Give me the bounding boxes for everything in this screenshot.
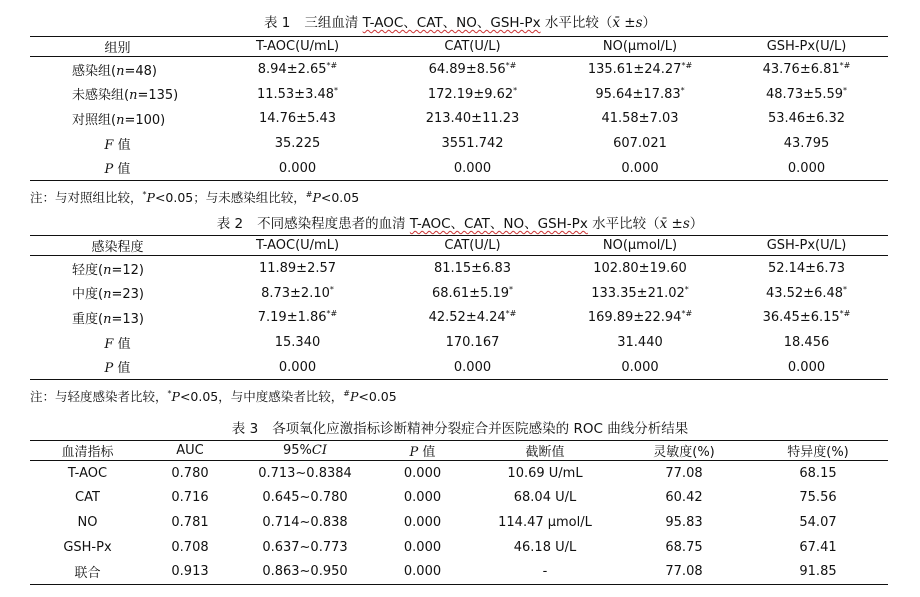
cell-value: 43.52±6.48 xyxy=(765,285,844,301)
significance-mark: *# xyxy=(326,309,338,319)
table2-header-row xyxy=(30,236,888,256)
value-cell xyxy=(555,81,725,106)
cell-value: 0.000 xyxy=(278,160,317,176)
table1-header-cell: T-AOC(U/mL) xyxy=(205,37,390,57)
row-label-text: 对照组( xyxy=(72,112,117,128)
roc-ci-cell: 0.637~0.773 xyxy=(262,539,348,555)
roc-spec-cell: 91.85 xyxy=(748,560,888,585)
table1-title xyxy=(0,11,920,31)
table3-body xyxy=(30,461,888,585)
cell-value: 81.15±6.83 xyxy=(433,261,512,277)
roc-cut-cell: - xyxy=(470,560,620,585)
value-cell xyxy=(725,57,888,82)
table1-header-cell: 组别 xyxy=(30,37,205,57)
table3 xyxy=(30,440,888,585)
row-label-text: 中度( xyxy=(72,287,104,303)
table-row xyxy=(30,461,888,486)
cell-value: 0.000 xyxy=(453,160,492,176)
row-label-italic: n xyxy=(103,262,112,278)
row-label-suffix: =48) xyxy=(124,63,157,79)
row-label-italic: n xyxy=(129,88,138,104)
cell-value: 3551.742 xyxy=(441,136,504,152)
row-label-italic: F xyxy=(104,137,114,153)
cell-value: 135.61±24.27 xyxy=(587,62,682,78)
table-row xyxy=(30,510,888,535)
table1-header-cell: NO(μmol/L) xyxy=(555,37,725,57)
table1 xyxy=(30,36,888,181)
value-cell xyxy=(725,256,888,281)
value-cell xyxy=(555,355,725,380)
roc-name-cell: 联合 xyxy=(30,560,145,585)
cell-value: 41.58±7.03 xyxy=(601,111,679,127)
value-cell xyxy=(555,305,725,330)
value-cell xyxy=(390,305,555,330)
table2-title-stat: x̄ ±s xyxy=(659,216,690,232)
cell-value: 35.225 xyxy=(274,136,321,152)
value-cell xyxy=(555,156,725,181)
cell-value: 48.73±5.59 xyxy=(765,86,844,102)
roc-auc-cell: 0.716 xyxy=(171,490,209,506)
table2-title-markers: T-AOC、CAT、NO、GSH-Px xyxy=(409,216,588,232)
table3-header-cell xyxy=(375,441,470,461)
value-cell xyxy=(205,330,390,355)
cell-value: 170.167 xyxy=(445,335,500,351)
header-p: P xyxy=(409,445,419,460)
value-cell xyxy=(205,280,390,305)
value-cell xyxy=(205,81,390,106)
value-cell xyxy=(725,81,888,106)
significance-mark: * xyxy=(509,284,514,294)
table2-body xyxy=(30,256,888,380)
roc-cut-cell: 68.04 U/L xyxy=(513,490,577,506)
cell-value: 36.45±6.15 xyxy=(762,310,840,326)
table-row xyxy=(30,485,888,510)
cell-value: 7.19±1.86 xyxy=(257,310,327,326)
table-row xyxy=(30,560,888,585)
table3-title-text: 各项氧化应激指标诊断精神分裂症合并医院感染的 ROC 曲线分析结果 xyxy=(272,421,689,437)
table1-number: 表 1 xyxy=(263,15,291,31)
row-label xyxy=(30,330,205,355)
value-cell xyxy=(725,156,888,181)
value-cell xyxy=(555,57,725,82)
cell-value: 43.795 xyxy=(783,136,830,152)
value-cell xyxy=(555,106,725,131)
roc-sens-cell: 77.08 xyxy=(620,560,748,585)
significance-mark: *# xyxy=(839,61,851,71)
value-cell xyxy=(725,106,888,131)
roc-spec-cell: 67.41 xyxy=(799,539,837,555)
cell-value: 0.000 xyxy=(787,160,826,176)
table-row xyxy=(30,106,888,131)
row-label-italic: P xyxy=(104,361,114,377)
row-label-suffix: =12) xyxy=(111,262,144,278)
roc-p-cell: 0.000 xyxy=(403,539,442,555)
roc-auc-cell: 0.780 xyxy=(171,465,209,481)
table-row xyxy=(30,81,888,106)
roc-ci-cell: 0.714~0.838 xyxy=(262,514,348,530)
table3-header-row xyxy=(30,441,888,461)
table-row xyxy=(30,355,888,380)
cell-value: 607.021 xyxy=(613,136,667,152)
cell-value: 43.76±6.81 xyxy=(762,62,840,78)
cell-value: 68.61±5.19 xyxy=(431,285,510,301)
row-label xyxy=(30,131,205,156)
cell-value: 133.35±21.02 xyxy=(591,285,685,301)
significance-mark: *# xyxy=(326,61,338,71)
row-label xyxy=(30,256,205,281)
table3-number: 表 3 xyxy=(231,421,259,437)
table2-header-cell: GSH-Px(U/L) xyxy=(725,236,888,256)
roc-name-cell: GSH-Px xyxy=(63,539,112,555)
value-cell xyxy=(390,280,555,305)
value-cell xyxy=(725,355,888,380)
table-row xyxy=(30,256,888,281)
table3-header-cell: AUC xyxy=(145,441,235,461)
roc-p-cell: 0.000 xyxy=(403,490,442,506)
cell-value: 95.64±17.83 xyxy=(595,86,681,102)
significance-mark: *# xyxy=(681,309,693,319)
cell-value: 14.76±5.43 xyxy=(258,111,337,127)
note-text: <0.05 xyxy=(320,190,360,205)
value-cell xyxy=(390,256,555,281)
row-label-italic: n xyxy=(103,287,112,303)
row-label-suffix: =135) xyxy=(137,88,179,104)
value-cell xyxy=(725,305,888,330)
cell-value: 0.000 xyxy=(621,160,659,176)
table1-title-stat: x̄ ±s xyxy=(612,15,643,31)
value-cell xyxy=(390,330,555,355)
roc-spec-cell: 54.07 xyxy=(799,514,837,530)
row-label-italic: F xyxy=(104,336,114,352)
table3-header-cell: 特异度(%) xyxy=(748,441,888,461)
table1-title-text: 三组血清 xyxy=(304,15,363,31)
row-label-text: 感染组( xyxy=(72,63,117,79)
value-cell xyxy=(390,131,555,156)
row-label xyxy=(30,57,205,82)
cell-value: 15.340 xyxy=(274,335,321,351)
roc-p-cell: 0.000 xyxy=(375,560,470,585)
cell-value: 0.000 xyxy=(278,359,317,375)
cell-value: 102.80±19.60 xyxy=(593,261,687,277)
table1-title-markers: T-AOC、CAT、NO、GSH-Px xyxy=(362,15,541,31)
value-cell xyxy=(725,330,888,355)
table-row xyxy=(30,57,888,82)
table-row xyxy=(30,156,888,181)
table-row xyxy=(30,280,888,305)
cell-value: 31.440 xyxy=(617,335,663,351)
roc-auc-cell: 0.708 xyxy=(171,539,209,555)
table3-header-cell: 血清指标 xyxy=(30,441,145,461)
cell-value: 11.89±2.57 xyxy=(258,261,337,277)
table2-title-close: ） xyxy=(689,216,704,232)
table1-header-row xyxy=(30,37,888,57)
significance-mark: *# xyxy=(505,61,517,71)
note-p: P xyxy=(349,389,359,404)
cell-value: 53.46±6.32 xyxy=(767,111,846,127)
table3-header-cell xyxy=(235,441,375,461)
row-label xyxy=(30,81,205,106)
roc-cut-cell: 10.69 U/mL xyxy=(507,465,583,481)
note-p: P xyxy=(146,190,155,205)
row-label-italic: n xyxy=(116,112,125,128)
roc-name-cell: T-AOC xyxy=(67,465,108,481)
value-cell xyxy=(205,355,390,380)
note-p: P xyxy=(312,190,321,205)
row-label-suffix: =23) xyxy=(111,287,144,303)
value-cell xyxy=(205,256,390,281)
value-cell xyxy=(555,256,725,281)
roc-auc-cell: 0.913 xyxy=(145,560,235,585)
significance-mark: *# xyxy=(505,309,517,319)
cell-value: 213.40±11.23 xyxy=(425,111,520,127)
value-cell xyxy=(205,57,390,82)
roc-ci-cell: 0.863~0.950 xyxy=(235,560,375,585)
table-row xyxy=(30,535,888,560)
table2-title-text: 不同感染程度患者的血清 xyxy=(257,216,410,232)
row-label-italic: P xyxy=(104,162,114,178)
row-label xyxy=(30,156,205,181)
roc-ci-cell: 0.645~0.780 xyxy=(262,490,348,506)
table1-body xyxy=(30,57,888,181)
significance-mark: * xyxy=(513,85,518,95)
cell-value: 169.89±22.94 xyxy=(587,310,682,326)
cell-value: 0.000 xyxy=(453,359,492,375)
roc-sens-cell: 68.75 xyxy=(665,539,703,555)
header-p-suffix: 值 xyxy=(418,445,436,460)
row-label xyxy=(30,106,205,131)
table1-header-cell: CAT(U/L) xyxy=(390,37,555,57)
significance-mark: * xyxy=(684,284,689,294)
note-p: P xyxy=(171,389,180,404)
roc-name-cell: CAT xyxy=(75,490,100,506)
table1-title-close: ） xyxy=(642,15,657,31)
roc-ci-cell: 0.713~0.8384 xyxy=(258,465,352,481)
note-mark: * xyxy=(167,389,172,398)
value-cell xyxy=(205,305,390,330)
value-cell xyxy=(390,355,555,380)
table-row xyxy=(30,305,888,330)
value-cell xyxy=(205,106,390,131)
table1-note xyxy=(30,188,359,206)
value-cell xyxy=(390,106,555,131)
cell-value: 8.94±2.65 xyxy=(257,62,327,78)
significance-mark: *# xyxy=(839,309,851,319)
cell-value: 64.89±8.56 xyxy=(428,62,506,78)
note-mark: # xyxy=(343,389,350,398)
value-cell xyxy=(390,81,555,106)
header-ci: CI xyxy=(311,443,327,458)
significance-mark: * xyxy=(334,85,339,95)
roc-p-cell: 0.000 xyxy=(403,514,442,530)
table-row xyxy=(30,330,888,355)
row-label-suffix: 值 xyxy=(113,162,131,178)
roc-sens-cell: 60.42 xyxy=(665,490,703,506)
row-label-suffix: 值 xyxy=(113,137,131,153)
table3-header-cell: 灵敏度(%) xyxy=(620,441,748,461)
roc-name-cell: NO xyxy=(77,514,98,530)
roc-auc-cell: 0.781 xyxy=(171,514,209,530)
roc-sens-cell: 95.83 xyxy=(665,514,703,530)
roc-cut-cell: 114.47 μmol/L xyxy=(498,514,592,530)
value-cell xyxy=(725,131,888,156)
cell-value: 0.000 xyxy=(787,359,826,375)
row-label-italic: n xyxy=(116,63,125,79)
value-cell xyxy=(725,280,888,305)
cell-value: 0.000 xyxy=(621,359,659,375)
significance-mark: * xyxy=(843,85,848,95)
row-label-suffix: =13) xyxy=(111,311,144,327)
row-label-suffix: 值 xyxy=(113,361,131,377)
header-ci-prefix: 95% xyxy=(283,443,312,458)
value-cell xyxy=(555,280,725,305)
note-text: <0.05，与中度感染者比较， xyxy=(179,389,344,404)
table1-title-suffix: 水平比较（ xyxy=(540,15,613,31)
note-text: 注：与轻度感染者比较， xyxy=(30,389,168,404)
roc-sens-cell: 77.08 xyxy=(665,465,703,481)
table2-number: 表 2 xyxy=(216,216,244,232)
value-cell xyxy=(555,131,725,156)
cell-value: 52.14±6.73 xyxy=(767,261,846,277)
table3-header-cell: 截断值 xyxy=(470,441,620,461)
table2-header-cell: T-AOC(U/mL) xyxy=(205,236,390,256)
row-label-text: 重度( xyxy=(72,311,104,327)
cell-value: 11.53±3.48 xyxy=(256,86,335,102)
table2-header-cell: NO(μmol/L) xyxy=(555,236,725,256)
cell-value: 18.456 xyxy=(783,335,830,351)
note-text: 注：与对照组比较， xyxy=(30,190,143,205)
table2-title xyxy=(0,212,920,232)
table2 xyxy=(30,235,888,380)
row-label xyxy=(30,280,205,305)
table3-title xyxy=(0,417,920,437)
row-label-suffix: 值 xyxy=(113,336,131,352)
note-mark: # xyxy=(305,190,313,199)
significance-mark: * xyxy=(680,85,685,95)
value-cell xyxy=(555,330,725,355)
roc-spec-cell: 75.56 xyxy=(799,490,837,506)
row-label xyxy=(30,305,205,330)
cell-value: 8.73±2.10 xyxy=(261,285,330,301)
roc-spec-cell: 68.15 xyxy=(799,465,837,481)
value-cell xyxy=(205,156,390,181)
row-label-text: 轻度( xyxy=(72,262,104,278)
roc-cut-cell: 46.18 U/L xyxy=(513,539,577,555)
table2-header-cell: CAT(U/L) xyxy=(390,236,555,256)
significance-mark: *# xyxy=(681,61,693,71)
note-mark: * xyxy=(142,190,147,199)
cell-value: 172.19±9.62 xyxy=(427,86,514,102)
roc-p-cell: 0.000 xyxy=(403,465,442,481)
cell-value: 42.52±4.24 xyxy=(428,310,506,326)
row-label-suffix: =100) xyxy=(124,112,166,128)
significance-mark: * xyxy=(843,284,848,294)
row-label xyxy=(30,355,205,380)
table1-header-cell: GSH-Px(U/L) xyxy=(725,37,888,57)
significance-mark: * xyxy=(329,284,334,294)
value-cell xyxy=(390,156,555,181)
note-text: <0.05 xyxy=(358,389,397,404)
row-label-italic: n xyxy=(103,311,112,327)
value-cell xyxy=(205,131,390,156)
value-cell xyxy=(390,57,555,82)
note-text: <0.05；与未感染组比较， xyxy=(154,190,306,205)
table2-note xyxy=(30,387,397,405)
table2-title-suffix: 水平比较（ xyxy=(587,216,660,232)
table2-header-cell: 感染程度 xyxy=(30,236,205,256)
table-row xyxy=(30,131,888,156)
row-label-text: 未感染组( xyxy=(72,88,130,104)
